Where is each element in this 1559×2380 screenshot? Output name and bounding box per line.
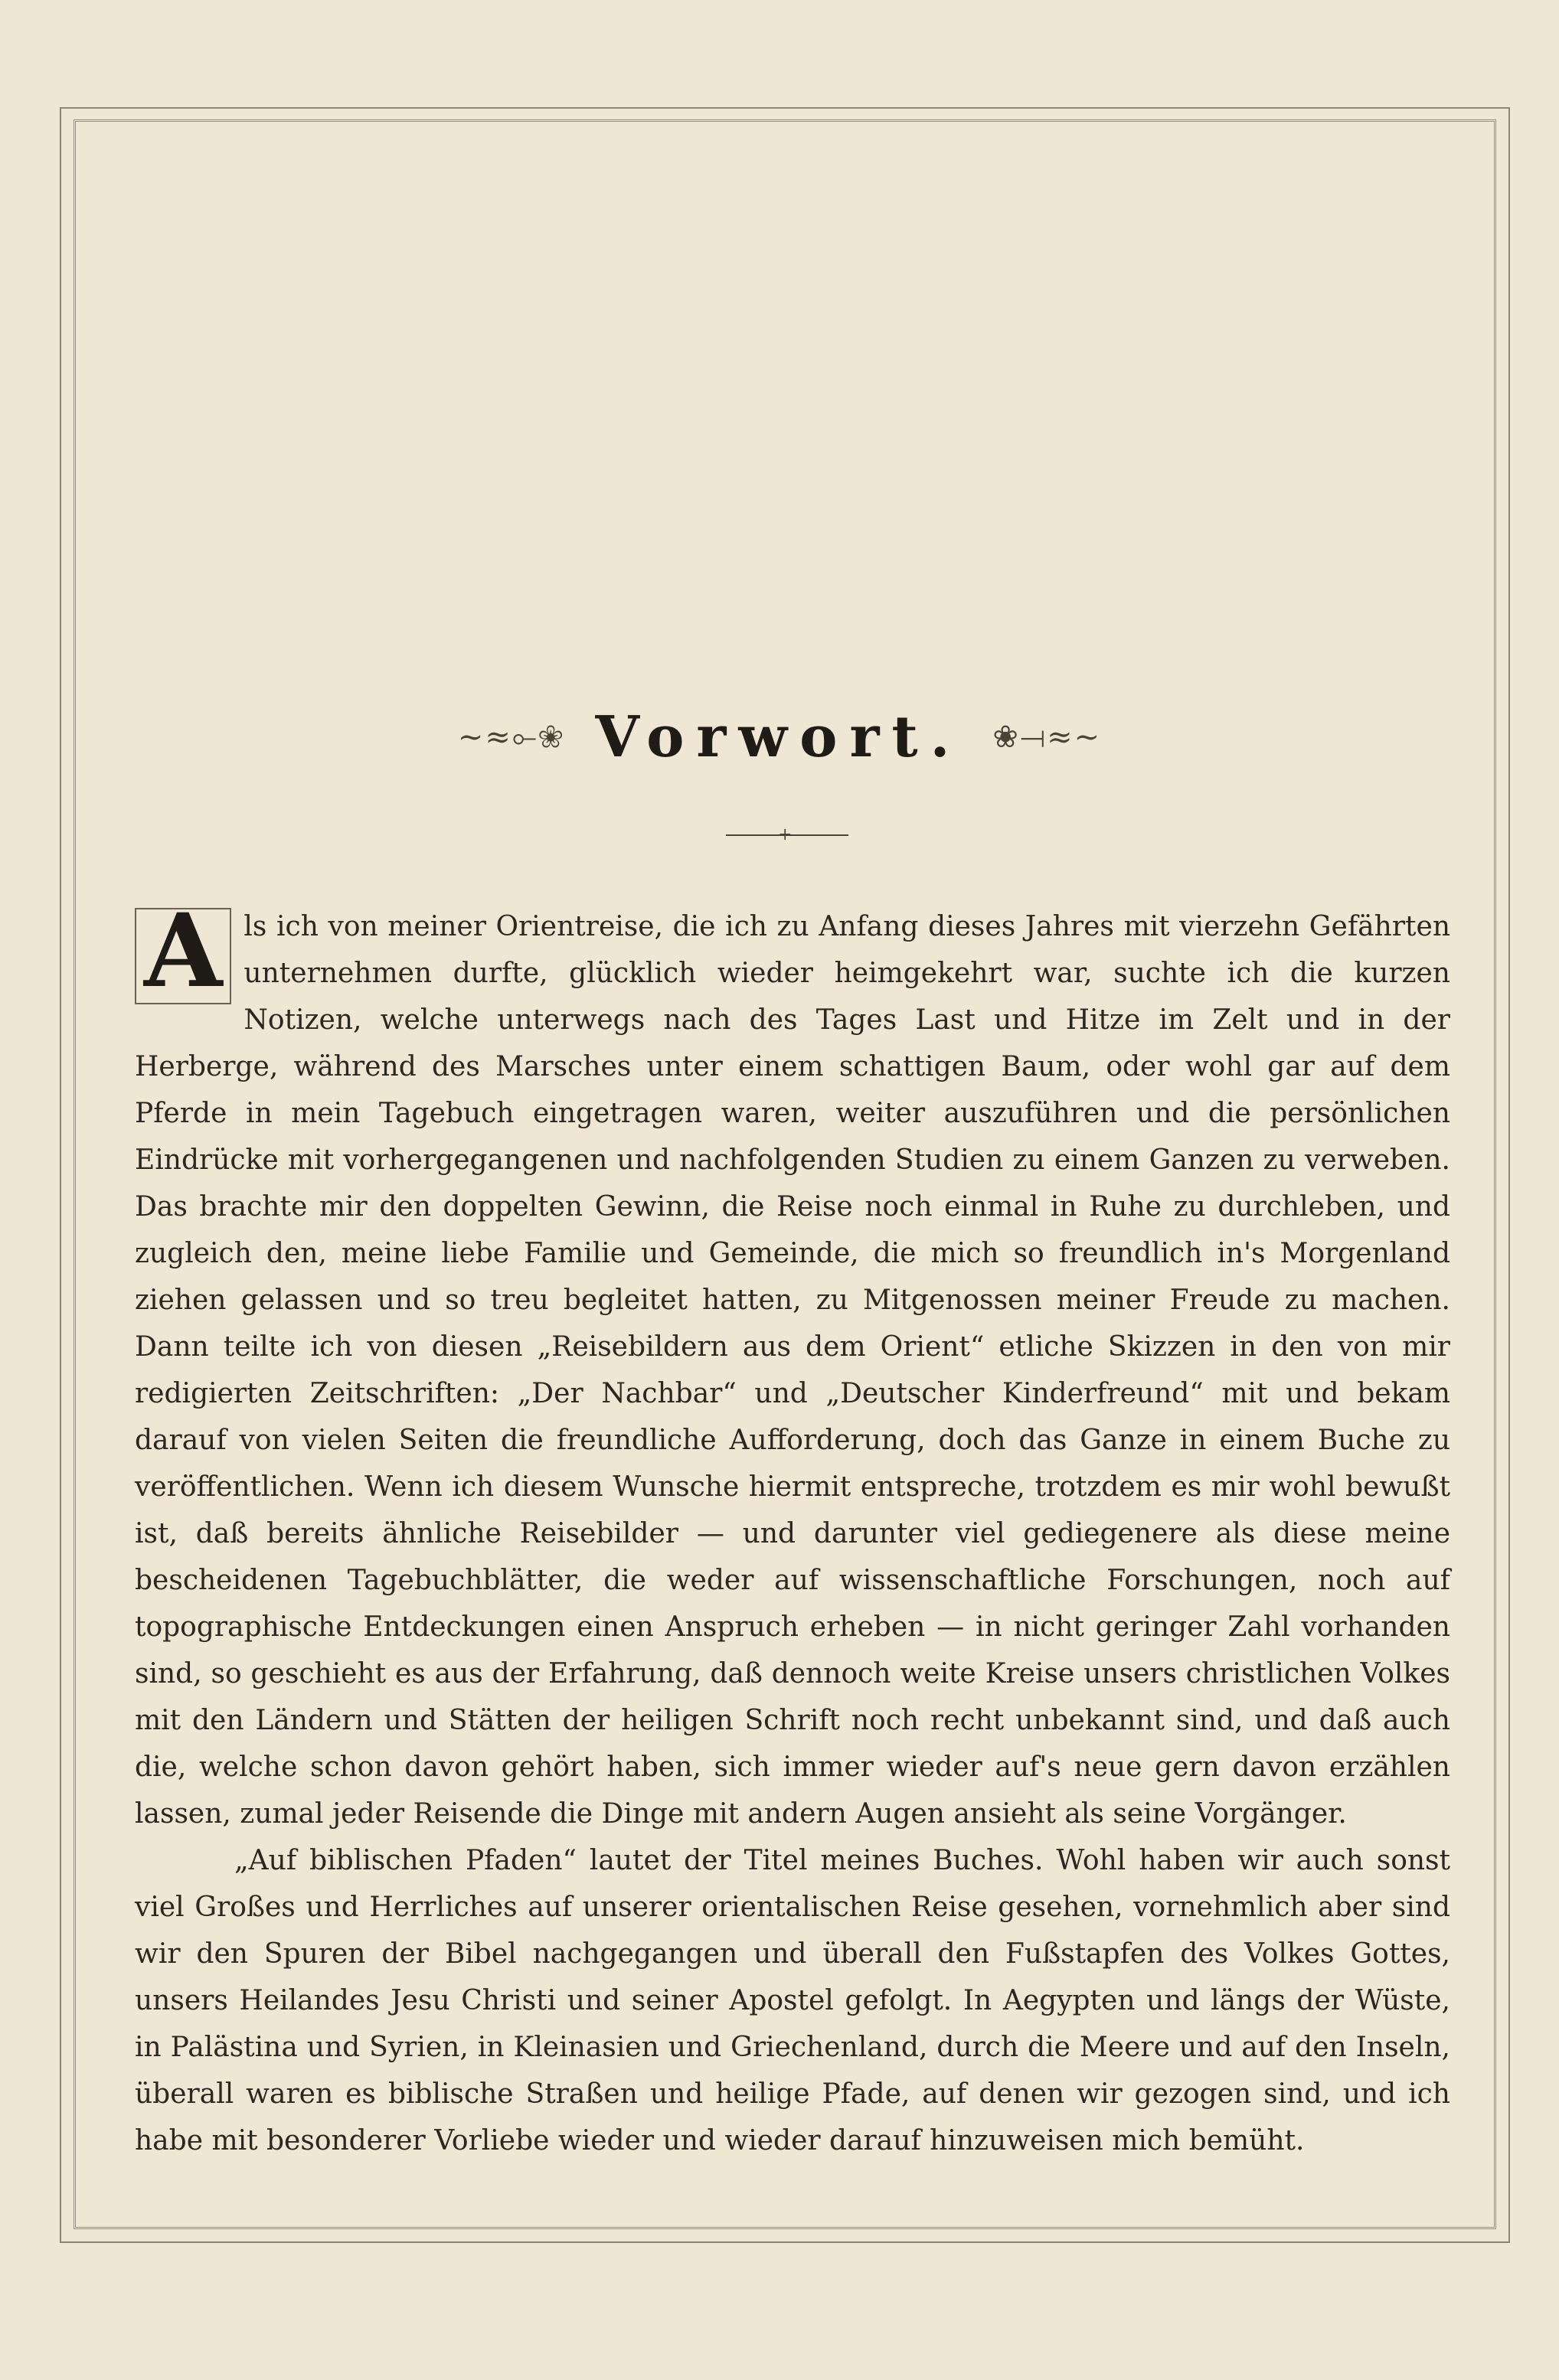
divider-mark-icon: +: [778, 825, 793, 844]
paragraph-1-text: ls ich von meiner Orientreise, die ich zu Anfang dieses Jahres mit vierzehn Gefährten unternehmen durfte, glücklich wieder heimgekehrt war, suchte ich die kurzen Notizen, welche unterwegs nach des Tages Last und Hitze im Zelt und in der Herberge, während des Marsches unter einem schattigen Baum, oder wohl gar auf dem Pferde in mein Tagebuch eingetragen waren, weiter auszuführen und die persönlichen Eindrücke mit vorhergegangenen und nachfolgenden Studien zu einem Ganzen zu verweben. Das brachte mir den doppelten Gewinn, die Reise noch einmal in Ruhe zu durchleben, und zugleich den, meine liebe Familie und Gemeinde, die mich so freundlich in's Morgenland ziehen gelassen und so treu begleitet hatten, zu Mitgenossen meiner Freude zu machen. Dann teilte ich von diesen „Reisebildern aus dem Orient“ etliche Skizzen in den von mir redigierten Zeitschriften: „Der Nachbar“ und „Deutscher Kinderfreund“ mit und bekam darauf von vielen Seiten die freundliche Aufforderung, doch das Ganze in einem Buche zu veröffentlichen. Wenn ich diesem Wunsche hiermit entspreche, trotzdem es mir wohl bewußt ist, daß bereits ähnliche Reisebilder — und darunter viel gediegenere als diese meine bescheidenen Tagebuchblätter, die weder auf wissenschaftliche Forschungen, noch auf topographische Entdeckungen einen Anspruch erheben — in nicht geringer Zahl vorhanden sind, so geschieht es aus der Erfahrung, daß dennoch weite Kreise unsers christlichen Volkes mit den Ländern und Stätten der heiligen Schrift noch recht unbekannt sind, und daß auch die, welche schon davon gehört haben, sich immer wieder auf's neue gern davon erzählen lassen, zumal jeder Reisende die Dinge mit andern Augen ansieht als seine Vorgänger.: [135, 911, 1450, 1830]
page-heading: [458, 704, 1101, 770]
paragraph-1: [135, 892, 1450, 1837]
drop-cap: A: [135, 908, 231, 1004]
ornament-right-icon: ❀⟞≈~: [992, 720, 1102, 755]
preface-text: [135, 892, 1450, 2164]
heading-area: [0, 704, 1559, 770]
page-title: Vorwort.: [595, 704, 963, 770]
ornament-left-icon: ~≈⟜❀: [457, 720, 565, 755]
paragraph-2: „Auf biblischen Pfaden“ lautet der Titel meines Buches. Wohl haben wir auch sonst viel Großes und Herrliches auf unserer orientalischen Reise gesehen, vornehmlich aber sind wir den Spuren der Bibel nachgegangen und überall den Fußstapfen des Volkes Gottes, unsers Heilandes Jesu Christi und seiner Apostel gefolgt. In Aegypten und längs der Wüste, in Palästina und Syrien, in Kleinasien und Griechenland, durch die Meere und auf den Inseln, überall waren es biblische Straßen und heilige Pfade, auf denen wir gezogen sind, und ich habe mit besonderer Vorliebe wieder und wieder darauf hinzuweisen mich bemüht.: [135, 1845, 1450, 2156]
